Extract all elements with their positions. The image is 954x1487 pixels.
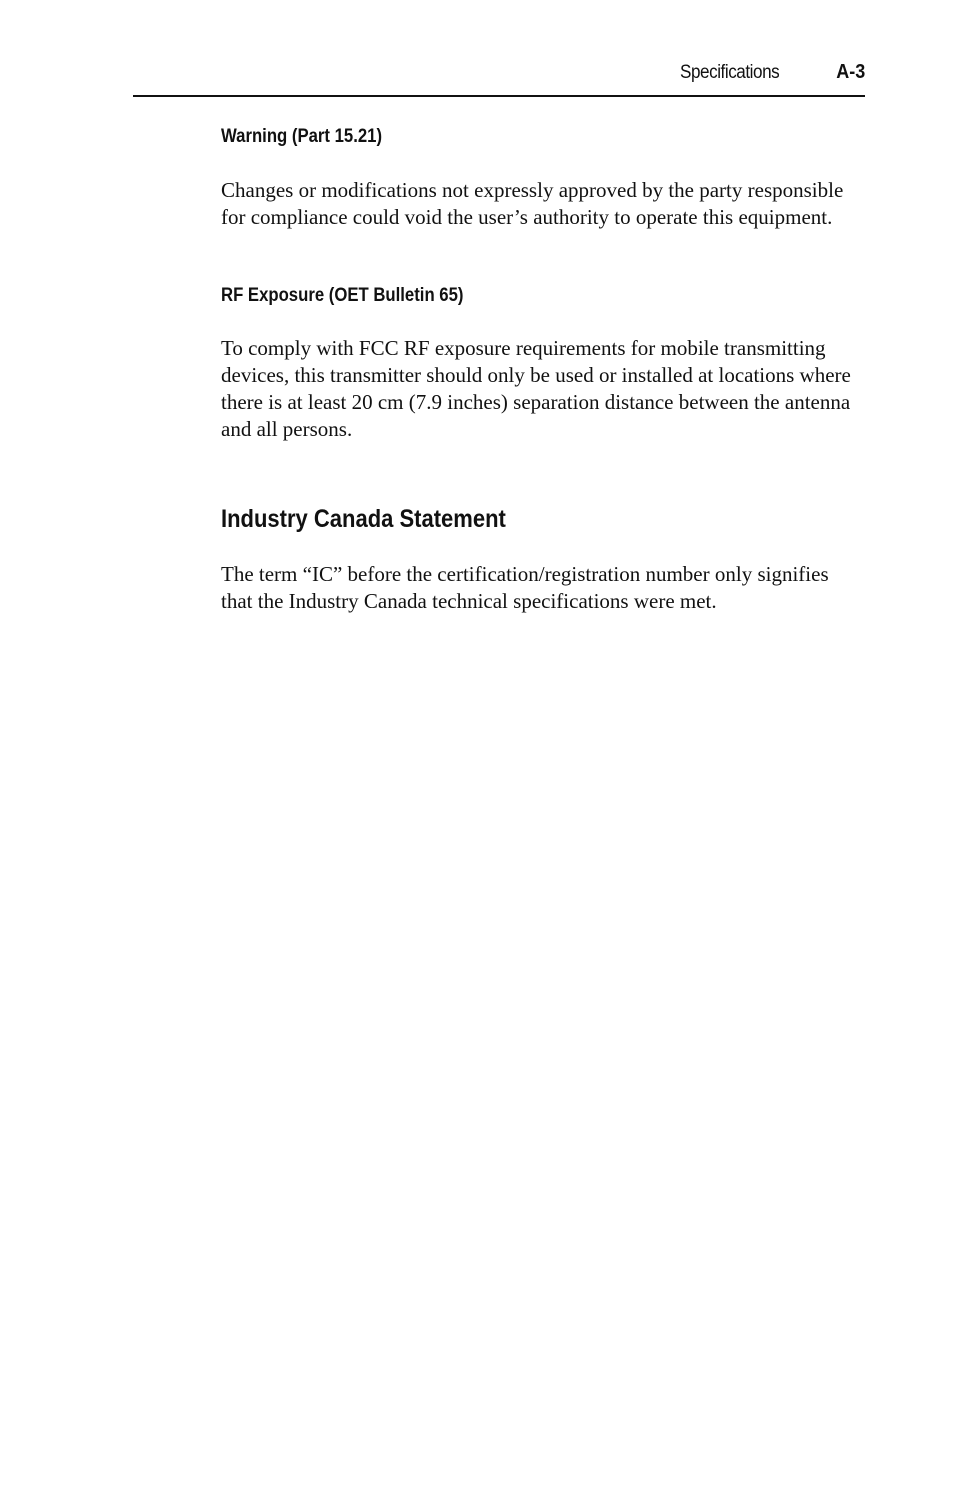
running-header [133, 60, 865, 88]
rf-exposure-heading: RF Exposure (OET Bulletin 65) [221, 285, 464, 306]
running-header-section-name: Specifications [679, 62, 779, 83]
page-number: A-3 [835, 61, 865, 83]
warning-heading: Warning (Part 15.21) [221, 126, 383, 147]
industry-canada-body: The term “IC” before the certification/registration number only signifies that the Industry Canada technical specifications were met. [221, 562, 829, 613]
header-rule [133, 95, 865, 97]
warning-body: Changes or modifications not expressly approved by the party responsible for compliance could void the user’s authority to operate this equipment. [221, 178, 844, 229]
rf-exposure-body: To comply with FCC RF exposure requirements for mobile transmitting devices, this transmitter should only be used or installed at locations where there is at least 20 cm (7.9 inches) separation distance between the antenna and all persons. [221, 336, 851, 441]
industry-canada-heading: Industry Canada Statement [221, 505, 506, 533]
